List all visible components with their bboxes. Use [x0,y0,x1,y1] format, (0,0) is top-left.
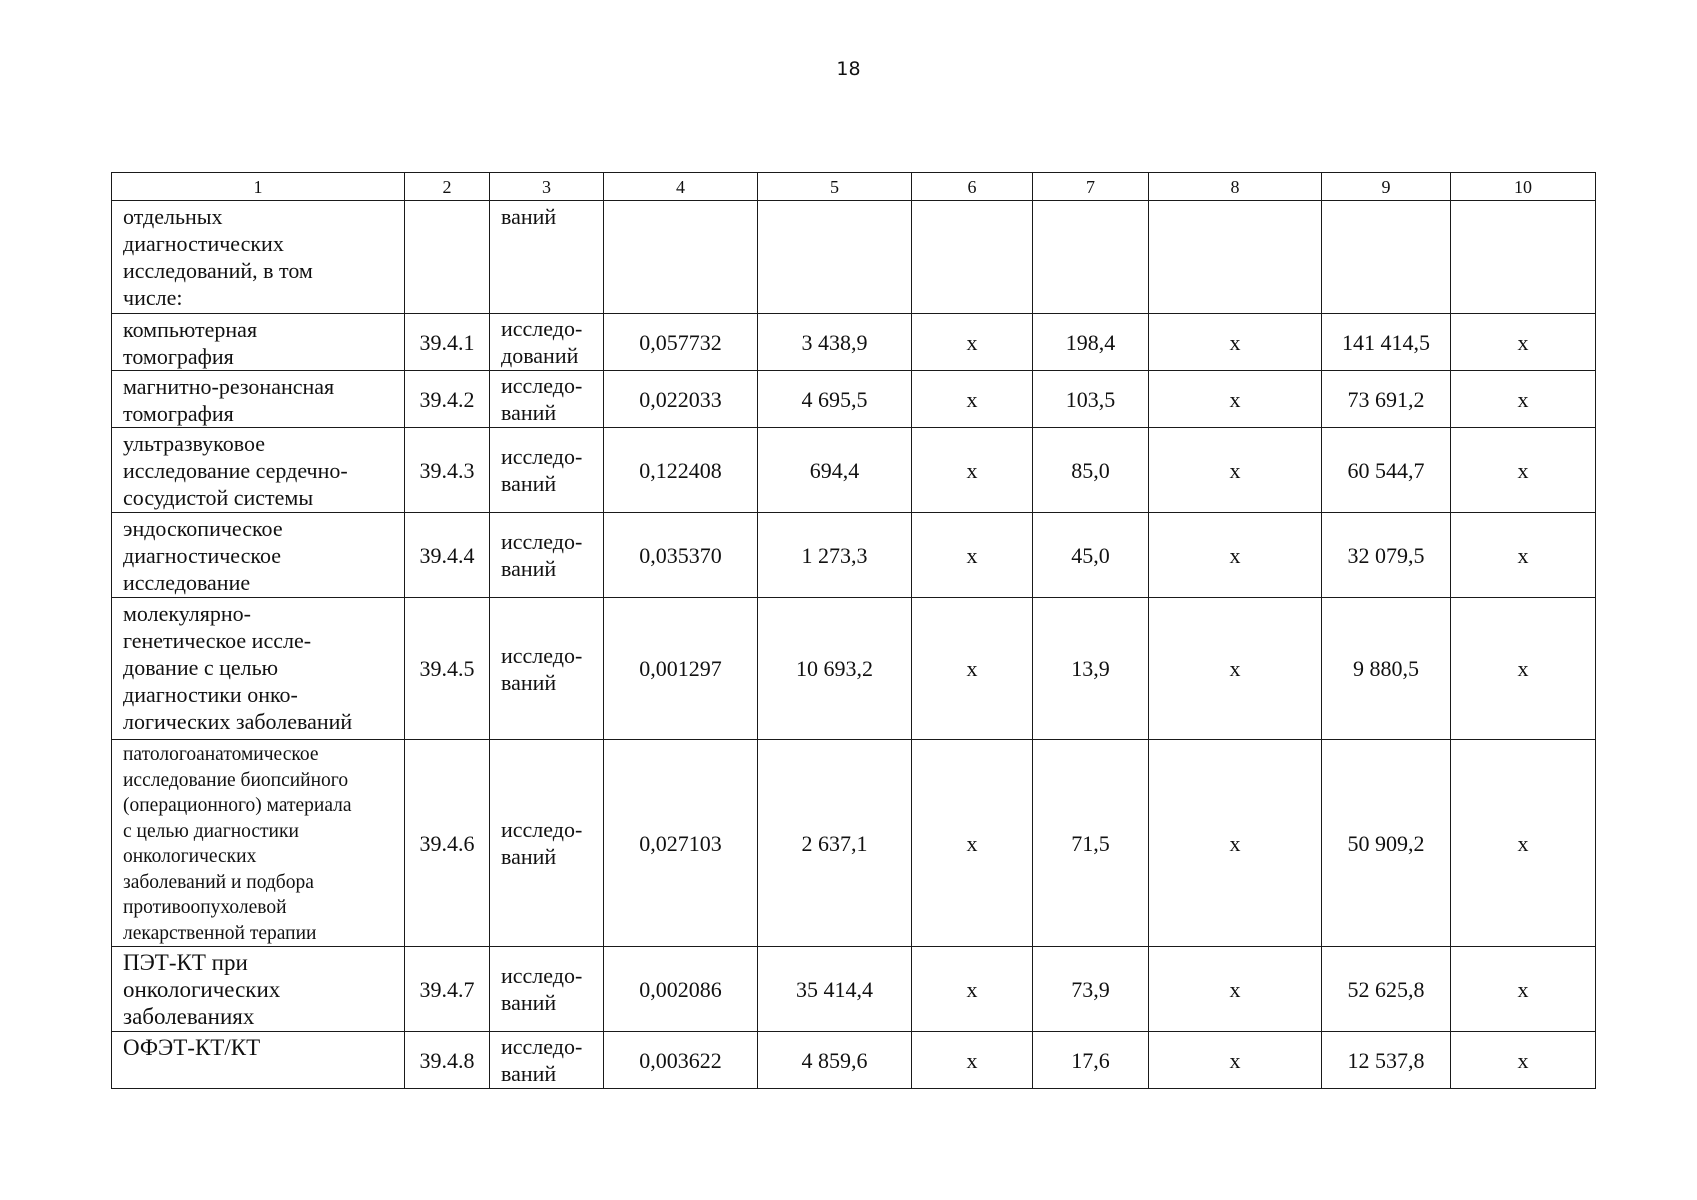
table-row [112,740,1596,947]
column-header: 2 [405,173,490,201]
page-number: 18 [836,58,861,80]
row-unit: исследо- ваний [490,428,604,513]
row-value: х [1149,1032,1322,1089]
row-unit: исследо- ваний [490,740,604,947]
row-value [1322,201,1451,314]
row-value: 35 414,4 [758,947,912,1032]
row-name: магнитно-резонансная томография [112,371,405,428]
row-code: 39.4.7 [405,947,490,1032]
table-row [112,513,1596,598]
row-value: х [1451,1032,1596,1089]
row-value: х [912,371,1033,428]
row-value: х [1149,428,1322,513]
row-value: 103,5 [1033,371,1149,428]
row-value: х [912,598,1033,740]
table-row [112,947,1596,1032]
table-body [112,173,1596,1089]
row-name: компьютерная томография [112,314,405,371]
column-header: 9 [1322,173,1451,201]
row-value: х [1149,947,1322,1032]
row-value: 60 544,7 [1322,428,1451,513]
row-value: х [1451,371,1596,428]
row-name: ультразвуковое исследование сердечно- сосудистой системы [112,428,405,513]
row-unit: исследо- дований [490,314,604,371]
row-value: х [1451,428,1596,513]
row-code: 39.4.6 [405,740,490,947]
table-row [112,428,1596,513]
row-value: х [1149,371,1322,428]
row-value: х [912,1032,1033,1089]
column-header: 3 [490,173,604,201]
row-value: х [912,428,1033,513]
row-value: 71,5 [1033,740,1149,947]
row-code: 39.4.3 [405,428,490,513]
row-name: ОФЭТ-КТ/КТ [112,1032,405,1089]
column-header: 1 [112,173,405,201]
row-value [912,201,1033,314]
row-value: 9 880,5 [1322,598,1451,740]
row-value: х [1451,314,1596,371]
row-code: 39.4.2 [405,371,490,428]
row-value: 73,9 [1033,947,1149,1032]
column-header: 4 [604,173,758,201]
row-code [405,201,490,314]
row-name: ПЭТ-КТ при онкологических заболеваниях [112,947,405,1032]
row-value: 694,4 [758,428,912,513]
row-value: х [1451,947,1596,1032]
row-unit: исследо- ваний [490,598,604,740]
row-unit: исследо- ваний [490,513,604,598]
column-header: 10 [1451,173,1596,201]
row-value: х [1451,740,1596,947]
row-value: х [912,740,1033,947]
row-name: эндоскопическое диагностическое исследование [112,513,405,598]
row-value: 0,027103 [604,740,758,947]
row-value: х [1149,740,1322,947]
row-value: 0,057732 [604,314,758,371]
row-unit: исследо- ваний [490,947,604,1032]
table-row [112,1032,1596,1089]
row-unit: ваний [490,201,604,314]
row-code: 39.4.5 [405,598,490,740]
row-value: 0,122408 [604,428,758,513]
row-value: х [912,314,1033,371]
row-value: 1 273,3 [758,513,912,598]
row-value: 12 537,8 [1322,1032,1451,1089]
tariff-table [111,172,1596,1089]
row-value: 2 637,1 [758,740,912,947]
row-value: 32 079,5 [1322,513,1451,598]
row-value: 0,001297 [604,598,758,740]
row-value: 0,003622 [604,1032,758,1089]
row-value: 52 625,8 [1322,947,1451,1032]
row-value: х [912,513,1033,598]
row-value: 73 691,2 [1322,371,1451,428]
row-code: 39.4.4 [405,513,490,598]
row-value [604,201,758,314]
row-value: 0,035370 [604,513,758,598]
row-code: 39.4.8 [405,1032,490,1089]
row-name: молекулярно- генетическое иссле- дование с целью диагностики онко- логических заболеваний [112,598,405,740]
header-row [112,173,1596,201]
row-value: х [1451,513,1596,598]
row-value: 17,6 [1033,1032,1149,1089]
row-value: 198,4 [1033,314,1149,371]
row-value: х [1149,513,1322,598]
row-value: 10 693,2 [758,598,912,740]
row-unit: исследо- ваний [490,371,604,428]
row-value: 45,0 [1033,513,1149,598]
row-value [1451,201,1596,314]
column-header: 6 [912,173,1033,201]
table-row [112,314,1596,371]
row-name: отдельных диагностических исследований, в том числе: [112,201,405,314]
row-value: 50 909,2 [1322,740,1451,947]
column-header: 5 [758,173,912,201]
row-value: 0,022033 [604,371,758,428]
row-name: патологоанатомическое исследование биопсийного (операционного) материала с целью диагностики онкологических заболеваний и подбора противоопухолевой лекарственной терапии [112,740,405,947]
column-header: 8 [1149,173,1322,201]
table-row [112,598,1596,740]
row-unit: исследо- ваний [490,1032,604,1089]
table-row [112,201,1596,314]
row-value: х [912,947,1033,1032]
row-value: х [1451,598,1596,740]
row-value: 85,0 [1033,428,1149,513]
row-value: 4 695,5 [758,371,912,428]
column-header: 7 [1033,173,1149,201]
row-value: 0,002086 [604,947,758,1032]
row-value: 13,9 [1033,598,1149,740]
row-value [1149,201,1322,314]
row-code: 39.4.1 [405,314,490,371]
row-value [758,201,912,314]
row-value [1033,201,1149,314]
row-value: 4 859,6 [758,1032,912,1089]
row-value: 141 414,5 [1322,314,1451,371]
row-value: 3 438,9 [758,314,912,371]
table-row [112,371,1596,428]
row-value: х [1149,314,1322,371]
row-value: х [1149,598,1322,740]
